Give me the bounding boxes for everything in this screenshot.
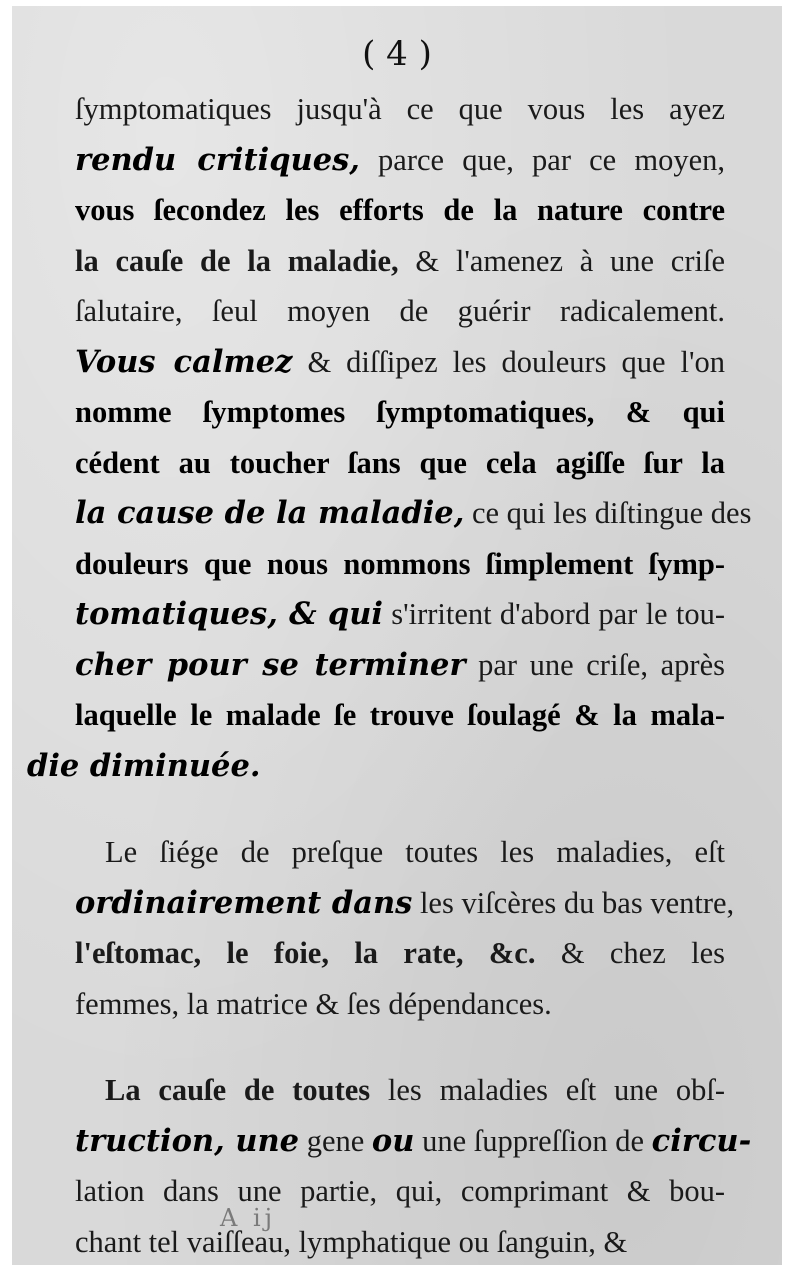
text-line: [75, 1217, 725, 1266]
text-line: [75, 928, 725, 979]
printed-text: & diſſipez les douleurs que l'on: [292, 344, 725, 379]
handwritten-annotation: die diminuée.: [27, 747, 261, 784]
printed-text: ſymptomatiques jusqu'à ce que vous les ayez: [75, 92, 725, 126]
printed-text: la cauſe de la maladie,: [75, 243, 399, 278]
page-text: [27, 84, 752, 1265]
text-line: [75, 979, 725, 1030]
handwritten-annotation: tomatiques, & qui: [75, 596, 383, 632]
printed-text: gene: [299, 1123, 372, 1158]
book-page: [12, 6, 782, 1265]
printed-text: & chez les: [535, 936, 726, 970]
printed-text: l'eſtomac, le foie, la rate, &c.: [75, 936, 536, 970]
handwritten-annotation: Vous calmez: [75, 343, 293, 380]
text-line: [75, 878, 735, 929]
printed-text: chant tel vaiſſeau, lymphatique ou ſanguin, &: [75, 1224, 628, 1259]
text-line: [75, 286, 725, 337]
handwritten-annotation: circu-: [651, 1122, 752, 1159]
text-line: [75, 1065, 725, 1116]
printed-text: douleurs que nous nommons ſimplement ſymp-: [75, 546, 725, 581]
text-line: [75, 438, 725, 489]
printed-text: les maladies eſt une obſ-: [370, 1073, 725, 1107]
printed-text: & l'amenez à une criſe: [398, 243, 725, 278]
printed-text: parce que, par ce moyen,: [359, 142, 725, 177]
page-number: ( 4 ): [362, 34, 432, 74]
text-line: [75, 539, 725, 590]
printed-text: par une criſe, après: [465, 647, 725, 682]
text-line: [75, 690, 725, 741]
handwritten-annotation: ordinairement dans: [75, 884, 413, 921]
printed-text: femmes, la matrice & ſes dépendances.: [75, 986, 552, 1021]
text-line: [75, 185, 725, 236]
text-line: [75, 236, 725, 287]
handwritten-annotation: ou: [371, 1122, 415, 1159]
text-line: [75, 1166, 725, 1217]
text-line: [75, 827, 725, 878]
text-line: [75, 337, 725, 388]
handwritten-annotation: cher pour se terminer: [75, 646, 466, 683]
printed-text: ſalutaire, ſeul moyen de guérir radicalement.: [75, 294, 725, 328]
text-line: [27, 741, 725, 792]
text-line: [75, 387, 725, 438]
printed-text: nomme ſymptomes ſymptomatiques, & qui: [75, 395, 725, 429]
handwritten-annotation: rendu critiques,: [75, 141, 360, 178]
printed-text: laquelle le malade ſe trouve ſoulagé & la mala-: [75, 698, 725, 732]
printed-text: les viſcères du bas ventre,: [412, 885, 735, 920]
printed-text: cédent au toucher ſans que cela agiſſe ſur la: [75, 445, 725, 480]
printed-text: lation dans une partie, qui, comprimant & bou-: [75, 1174, 725, 1208]
text-line: [75, 135, 725, 186]
printed-text: Le ſiége de preſque toutes les maladies, eſt: [105, 835, 725, 869]
text-line: [75, 1116, 752, 1167]
printed-text: vous ſecondez les efforts de la nature contre: [75, 193, 725, 227]
printed-text: une ſuppreſſion de: [414, 1123, 652, 1158]
handwritten-annotation: truction, une: [75, 1122, 300, 1159]
handwritten-annotation: la cause de la maladie,: [75, 495, 465, 531]
text-line: [75, 589, 725, 640]
printer-signature: A ij: [220, 1204, 277, 1232]
text-line: [75, 488, 752, 539]
printed-text: s'irritent d'abord par le tou-: [383, 597, 725, 631]
printed-text: ce qui les diſtingue des: [464, 496, 752, 530]
text-line: [75, 84, 725, 135]
text-line: [75, 640, 725, 691]
printed-text: La cauſe de toutes: [105, 1073, 371, 1107]
